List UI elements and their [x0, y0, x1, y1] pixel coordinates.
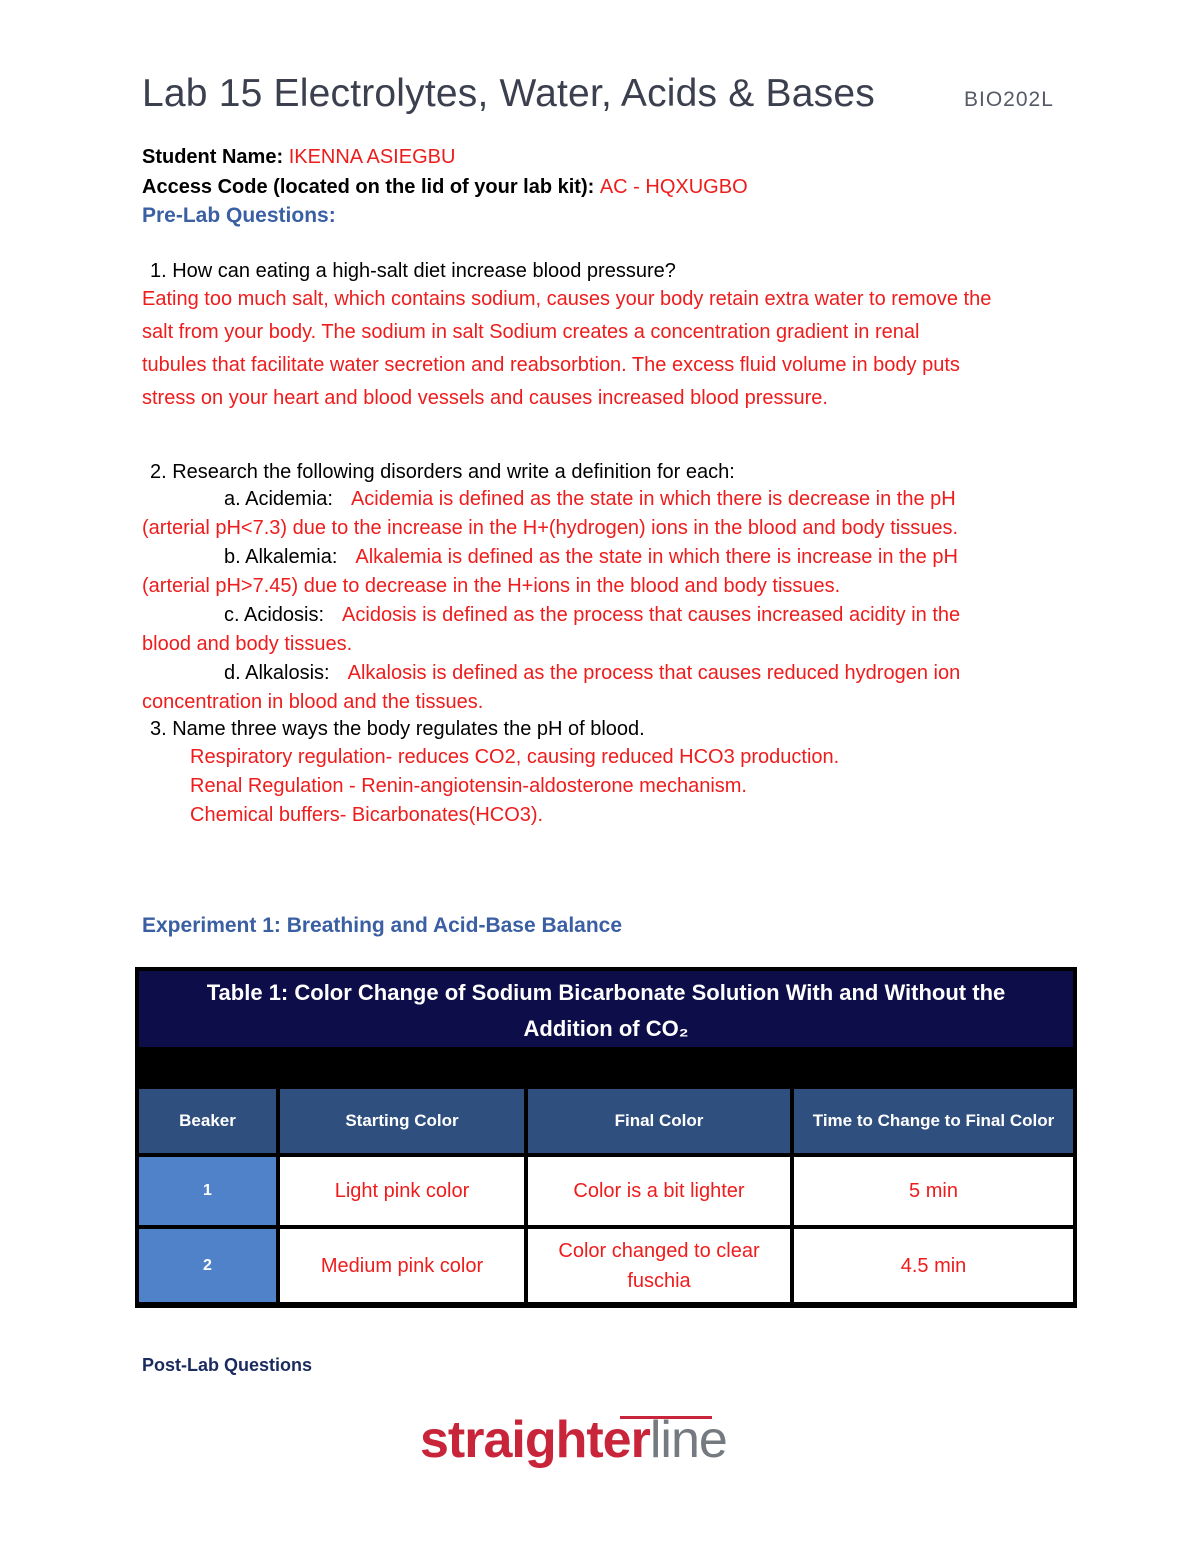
table-header-time: Time to Change to Final Color	[794, 1089, 1073, 1153]
answer-1-line: tubules that facilitate water secretion and reabsorbtion. The excess fluid volume in body puts	[142, 354, 960, 376]
answer-3-line: Respiratory regulation- reduces CO2, causing reduced HCO3 production.	[190, 746, 840, 768]
acidosis-def: Acidosis is defined as the process that causes increased acidity in the	[342, 604, 961, 626]
answer-3	[190, 743, 839, 830]
experiment-heading: Experiment 1: Breathing and Acid-Base Balance	[142, 914, 623, 937]
alkalosis-def: Alkalosis is defined as the process that causes reduced hydrogen ion	[347, 662, 961, 684]
acidemia-label: a. Acidemia:	[224, 488, 333, 510]
table-cell: 5 min	[794, 1157, 1073, 1225]
answer-1-line: Eating too much salt, which contains sodium, causes your body retain extra water to remove the	[142, 288, 992, 310]
results-table	[135, 967, 1077, 1308]
postlab-heading: Post-Lab Questions	[142, 1355, 313, 1375]
student-name-label: Student Name:	[142, 146, 289, 168]
table-cell: Color is a bit lighter	[528, 1157, 790, 1225]
course-code: BIO202L	[964, 88, 1054, 111]
answer-2	[142, 485, 960, 717]
access-code-row	[142, 175, 748, 199]
logo-part-1: straighter	[420, 1411, 650, 1469]
alkalosis-label: d. Alkalosis:	[224, 662, 330, 684]
acidosis-def-cont: blood and body tissues.	[142, 633, 353, 655]
answer-3-line: Renal Regulation - Renin-angiotensin-aldosterone mechanism.	[190, 775, 747, 797]
table-cell: 4.5 min	[794, 1229, 1073, 1302]
access-code-label: Access Code (located on the lid of your lab kit):	[142, 176, 600, 198]
student-name-value: IKENNA ASIEGBU	[288, 146, 456, 168]
answer-3-line: Chemical buffers- Bicarbonates(HCO3).	[190, 804, 544, 826]
table-caption-line: Addition of CO₂	[523, 1016, 689, 1041]
page-title: Lab 15 Electrolytes, Water, Acids & Bases	[142, 72, 875, 115]
table-row-label: 1	[139, 1157, 276, 1225]
table-cell: Light pink color	[280, 1157, 524, 1225]
acidosis-label: c. Acidosis:	[224, 604, 325, 626]
table-cell: Medium pink color	[280, 1229, 524, 1302]
prelab-heading: Pre-Lab Questions:	[142, 204, 336, 227]
acidemia-def: Acidemia is defined as the state in which there is decrease in the pH	[350, 488, 956, 510]
table-header-beaker: Beaker	[139, 1089, 276, 1153]
student-name-row	[142, 145, 455, 169]
question-1: 1. How can eating a high-salt diet increase blood pressure?	[150, 260, 676, 282]
table-caption	[139, 971, 1073, 1047]
logo-part-2: line	[649, 1411, 727, 1469]
question-2: 2. Research the following disorders and write a definition for each:	[150, 461, 735, 483]
table-header-starting-color: Starting Color	[280, 1089, 524, 1153]
alkalemia-label: b. Alkalemia:	[224, 546, 338, 568]
table-header-final-color: Final Color	[528, 1089, 790, 1153]
table-cell: Color changed to clear fuschia	[528, 1229, 790, 1302]
question-3: 3. Name three ways the body regulates the pH of blood.	[150, 718, 645, 740]
alkalemia-def: Alkalemia is defined as the state in which there is increase in the pH	[355, 546, 958, 568]
answer-1-line: salt from your body. The sodium in salt Sodium creates a concentration gradient in renal	[142, 321, 920, 343]
table-row-label: 2	[139, 1229, 276, 1302]
table-caption-line: Table 1: Color Change of Sodium Bicarbonate Solution With and Without the	[206, 980, 1006, 1005]
answer-1-line: stress on your heart and blood vessels and causes increased blood pressure.	[142, 387, 828, 409]
alkalosis-def-cont: concentration in blood and the tissues.	[142, 691, 484, 713]
access-code-value: AC - HQXUGBO	[599, 176, 748, 198]
straighterline-logo	[420, 1410, 727, 1470]
alkalemia-def-cont: (arterial pH>7.45) due to decrease in the H+ions in the blood and body tissues.	[142, 575, 841, 597]
acidemia-def-cont: (arterial pH<7.3) due to the increase in the H+(hydrogen) ions in the blood and body tissues.	[142, 517, 959, 539]
answer-1	[142, 283, 991, 415]
